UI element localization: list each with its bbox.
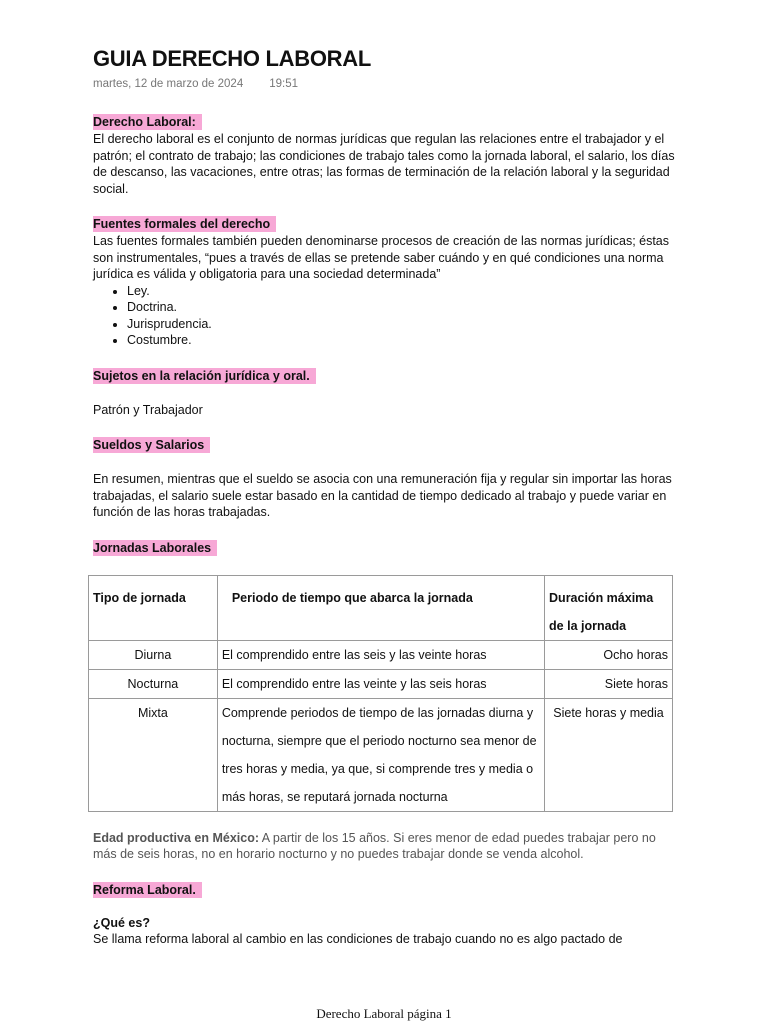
text-reforma: Se llama reforma laboral al cambio en las condiciones de trabajo cuando no es algo pactado de [93,932,623,946]
table-cell: El comprendido entre las seis y las veinte horas [217,640,544,669]
table-header-row [89,575,673,640]
table-header-cell: Tipo de jornada [89,575,218,640]
list-item: • Doctrina. [127,299,677,316]
table-header-cell: Duración máxima de la jornada [545,575,673,640]
list-item: • Costumbre. [127,332,677,349]
document-meta [93,77,677,91]
text-fuentes: Las fuentes formales también pueden denominarse procesos de creación de las normas jurídicas; éstas son instrumentales, “pues a través de ellas se pretende saber cuándo y en qué condiciones una norma jurídica es válida y obligatoria para una sociedad determinada” [93,234,670,281]
table-header-cell: Periodo de tiempo que abarca la jornada [217,575,544,640]
table-row [89,669,673,698]
heading-sueldos: Sueldos y Salarios [93,437,210,453]
section-reforma [93,881,677,948]
document-date: martes, 12 de marzo de 2024 [93,78,244,90]
text-sujetos: Patrón y Trabajador [93,402,203,417]
heading-derecho: Derecho Laboral: [93,114,202,130]
document-time: 19:51 [269,78,299,90]
list-item: • Ley. [127,283,677,300]
table-cell: El comprendido entre las veinte y las seis horas [217,669,544,698]
section-sueldos [93,436,677,521]
table-cell: Mixta [89,698,218,811]
heading-reforma: Reforma Laboral. [93,882,202,898]
text-derecho: El derecho laboral es el conjunto de normas jurídicas que regulan las relaciones entre el trabajador y el patrón; el contrato de trabajo; las condiciones de trabajo tales como la jornada laboral, el salario, los días de descanso, las vacaciones, entre otras; las formas de terminación de la relación laboral y la seguridad social. [93,132,675,196]
table-cell: Siete horas [545,669,673,698]
table-cell: Ocho horas [545,640,673,669]
table-cell: Nocturna [89,669,218,698]
text-sueldos: En resumen, mientras que el sueldo se asocia con una remuneración fija y regular sin importar las horas trabajadas, el salario suele estar basado en la cantidad de tiempo dedicado al trabajo y puede variar en función de las horas trabajadas. [93,472,672,519]
heading-fuentes: Fuentes formales del derecho [93,216,276,232]
table-cell: Diurna [89,640,218,669]
heading-jornadas: Jornadas Laborales [93,540,217,556]
jornadas-table [88,575,673,812]
table-row [89,640,673,669]
table-cell: Siete horas y media [545,698,673,811]
section-sujetos [93,367,677,419]
section-fuentes [93,215,677,349]
subheading-reforma: ¿Qué es? [93,915,150,930]
section-edad [93,830,677,863]
document-title: GUIA DERECHO LABORAL [93,46,371,71]
page-content [93,44,677,948]
value-edad: A partir de los 15 años. Si eres menor de edad puedes trabajar pero no más de seis horas, no en horario nocturno y no puedes trabajar donde se venda alcohol. [93,830,656,861]
label-edad: Edad productiva en México: [93,830,260,845]
section-derecho [93,113,677,197]
list-item: • Jurisprudencia. [127,316,677,333]
text-edad [93,830,677,863]
table-cell: Comprende periodos de tiempo de las jornadas diurna y nocturna, siempre que el periodo nocturno sea menor de tres horas y media, ya que, si comprende tres y media o más horas, se reputará jornada nocturna [217,698,544,811]
heading-sujetos: Sujetos en la relación jurídica y oral. [93,368,316,384]
section-jornadas [93,539,677,812]
table-row [89,698,673,811]
page-footer: Derecho Laboral página 1 [316,1006,452,1021]
fuentes-list [93,283,677,349]
